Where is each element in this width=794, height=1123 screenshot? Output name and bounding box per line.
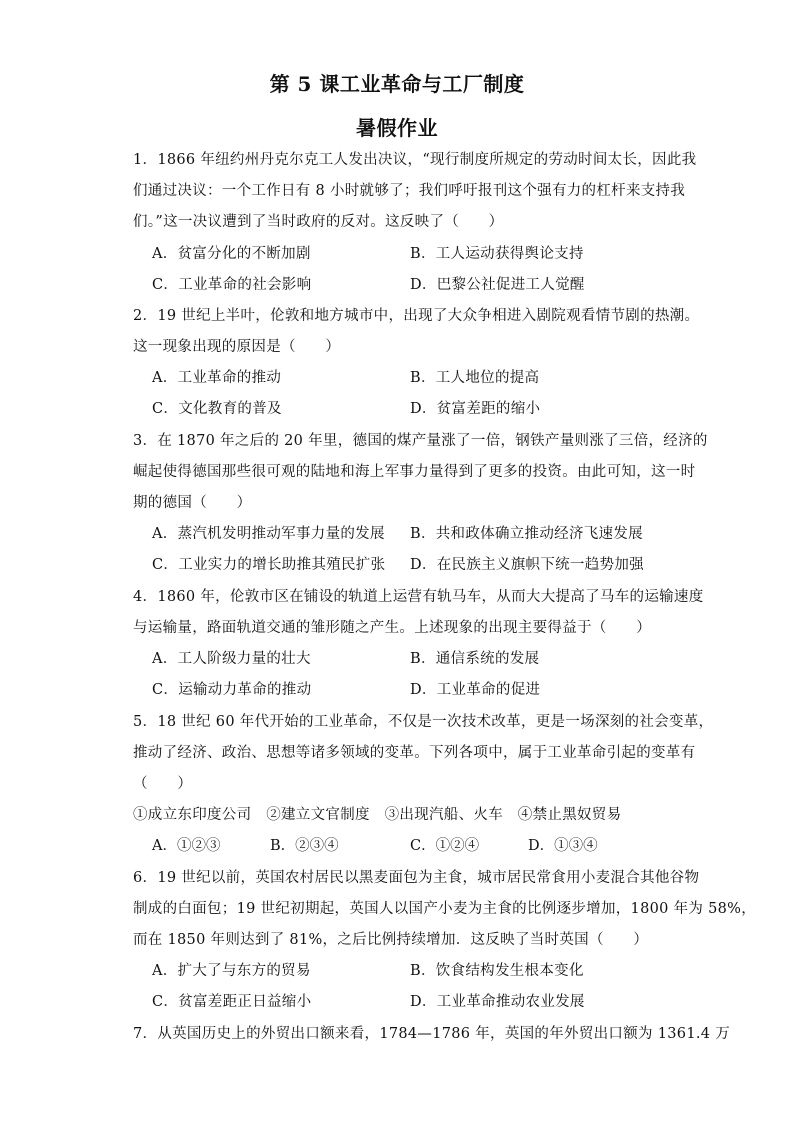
question-5-option-a: A．①②③ bbox=[152, 838, 221, 854]
question-5-option-d: D．①③④ bbox=[528, 838, 598, 854]
question-6-option-b: B．饮食结构发生根本变化 bbox=[410, 963, 584, 979]
question-2-option-c: C．文化教育的普及 bbox=[152, 401, 282, 417]
question-3-line-1: 3．在 1870 年之后的 20 年里，德国的煤产量涨了一倍，钢铁产量则涨了三倍，经济的 bbox=[133, 433, 708, 449]
question-3-line-2: 崛起使得德国那些很可观的陆地和海上军事力量得到了更多的投资。由此可知，这一时 bbox=[133, 464, 696, 480]
question-4-option-c: C．运输动力革命的推动 bbox=[152, 682, 312, 698]
question-4-line-1: 4．1860 年，伦敦市区在铺设的轨道上运营有轨马车，从而大大提高了马车的运输速度 bbox=[133, 589, 704, 605]
question-2-line-2: 这一现象出现的原因是（ ） bbox=[133, 339, 341, 355]
question-4-option-d: D．工业革命的促进 bbox=[410, 682, 541, 698]
question-5-option-c: C．①②④ bbox=[410, 838, 480, 854]
question-3-option-d: D．在民族主义旗帜下统一趋势加强 bbox=[410, 557, 644, 573]
page-title: 第 5 课工业革命与工厂制度 bbox=[269, 72, 525, 96]
question-3-option-a: A．蒸汽机发明推动军事力量的发展 bbox=[152, 526, 385, 542]
question-1-option-c: C．工业革命的社会影响 bbox=[152, 277, 312, 293]
question-3-line-3: 期的德国（ ） bbox=[133, 495, 252, 511]
question-4-line-2: 与运输量，路面轨道交通的雏形随之产生。上述现象的出现主要得益于（ ） bbox=[133, 620, 651, 636]
question-1-line-3: 们。”这一决议遭到了当时政府的反对。这反映了（ ） bbox=[133, 214, 504, 230]
question-2-option-d: D．贫富差距的缩小 bbox=[410, 401, 541, 417]
question-4-option-b: B．通信系统的发展 bbox=[410, 651, 540, 667]
question-6-line-2: 制成的白面包；19 世纪初期起，英国人以国产小麦为主食的比例逐步增加，1800 年为 58%， bbox=[133, 901, 757, 917]
question-6-option-d: D．工业革命推动农业发展 bbox=[410, 994, 585, 1010]
question-3-option-b: B．共和政体确立推动经济飞速发展 bbox=[410, 526, 643, 542]
question-5-line-1: 5．18 世纪 60 年代开始的工业革命，不仅是一次技术改革，更是一场深刻的社会变革， bbox=[133, 714, 714, 730]
question-7-line-1: 7．从英国历史上的外贸出口额来看，1784—1786 年，英国的年外贸出口额为 1361.4 万 bbox=[133, 1026, 730, 1042]
question-5-items: ①成立东印度公司 ②建立文官制度 ③出现汽船、火车 ④禁止黑奴贸易 bbox=[133, 807, 622, 823]
question-6-option-c: C．贫富差距正日益缩小 bbox=[152, 994, 312, 1010]
page-subtitle: 暑假作业 bbox=[356, 116, 438, 140]
question-1-option-a: A．贫富分化的不断加剧 bbox=[152, 246, 311, 262]
question-2-option-a: A．工业革命的推动 bbox=[152, 370, 282, 386]
question-1-line-2: 们通过决议：一个工作日有 8 小时就够了；我们呼吁报刊这个强有力的杠杆来支持我 bbox=[133, 183, 686, 199]
question-6-line-3: 而在 1850 年则达到了 81%，之后比例持续增加．这反映了当时英国（ ） bbox=[133, 932, 649, 948]
question-3-option-c: C．工业实力的增长助推其殖民扩张 bbox=[152, 557, 386, 573]
question-6-option-a: A．扩大了与东方的贸易 bbox=[152, 963, 311, 979]
question-2-line-1: 2．19 世纪上半叶，伦敦和地方城市中，出现了大众争相进入剧院观看情节剧的热潮。 bbox=[133, 308, 700, 324]
question-1-option-d: D．巴黎公社促进工人觉醒 bbox=[410, 277, 585, 293]
question-6-line-1: 6．19 世纪以前，英国农村居民以黑麦面包为主食，城市居民常食用小麦混合其他谷物 bbox=[133, 870, 700, 886]
question-4-option-a: A．工人阶级力量的壮大 bbox=[152, 651, 311, 667]
question-5-option-b: B．②③④ bbox=[270, 838, 339, 854]
question-1-line-1: 1．1866 年纽约州丹克尔克工人发出决议，“现行制度所规定的劳动时间太长，因此我 bbox=[133, 152, 697, 168]
question-5-line-2: 推动了经济、政治、思想等诸多领域的变革。下列各项中，属于工业革命引起的变革有 bbox=[133, 745, 696, 761]
question-5-line-3: （ ） bbox=[133, 776, 193, 792]
question-2-option-b: B．工人地位的提高 bbox=[410, 370, 540, 386]
question-1-option-b: B．工人运动获得舆论支持 bbox=[410, 246, 584, 262]
